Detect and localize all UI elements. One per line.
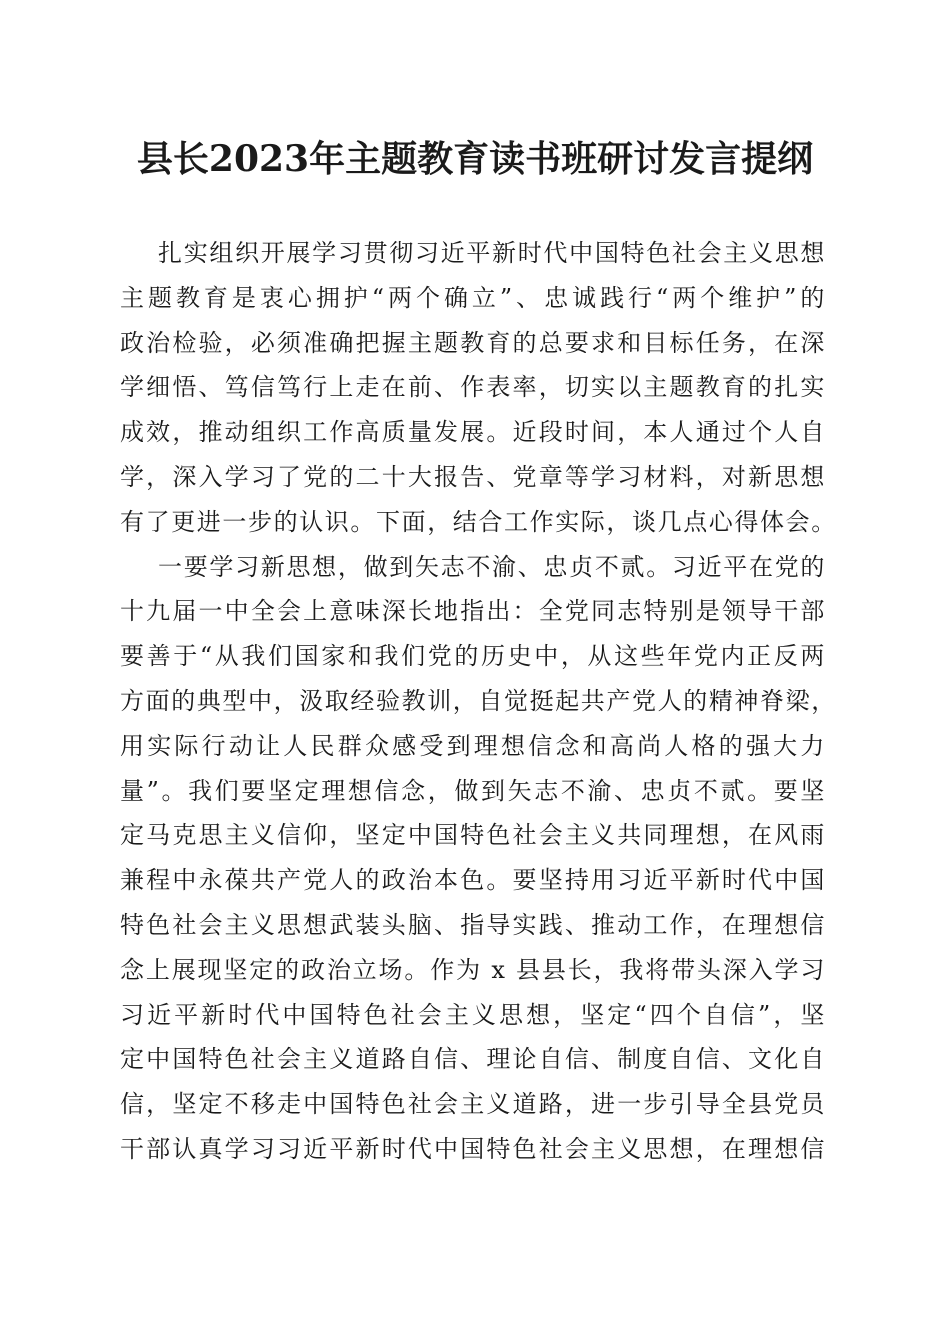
paragraph-2-line-6: 量”。我们要坚定理想信念，做到矢志不渝、忠贞不贰。要坚 [120, 776, 826, 805]
paragraph-2-line-1: 一要学习新思想，做到矢志不渝、忠贞不贰。习近平在党的 [158, 552, 826, 581]
paragraph-2-line-14: 干部认真学习习近平新时代中国特色社会主义思想，在理想信 [120, 1134, 826, 1163]
paragraph-2-line-10: 念上展现坚定的政治立场。作为 x 县县长，我将带头深入学习 [120, 955, 826, 984]
document-body [120, 231, 837, 1172]
paragraph-2-line-11: 习近平新时代中国特色社会主义思想，坚定“四个自信”，坚 [120, 1000, 826, 1029]
paragraph-1-line-4: 学细悟、笃信笃行上走在前、作表率，切实以主题教育的扎实 [120, 373, 826, 402]
paragraph-2-line-8: 兼程中永葆共产党人的政治本色。要坚持用习近平新时代中国 [120, 866, 826, 895]
paragraph-2-line-9: 特色社会主义思想武装头脑、指导实践、推动工作，在理想信 [120, 910, 826, 939]
paragraph-1-line-7: 有了更进一步的认识。下面，结合工作实际，谈几点心得体会。 [120, 507, 837, 536]
paragraph-2-line-7: 定马克思主义信仰，坚定中国特色社会主义共同理想，在风雨 [120, 821, 826, 850]
paragraph-1-line-2: 主题教育是衷心拥护“两个确立”、忠诚践行“两个维护”的 [120, 283, 826, 312]
paragraph-2-line-4: 方面的典型中，汲取经验教训，自觉挺起共产党人的精神脊梁， [120, 686, 837, 715]
paragraph-1-line-6: 学，深入学习了党的二十大报告、党章等学习材料，对新思想 [120, 462, 826, 491]
paragraph-1-line-3: 政治检验，必须准确把握主题教育的总要求和目标任务，在深 [120, 328, 826, 357]
paragraph-2-line-13: 信，坚定不移走中国特色社会主义道路，进一步引导全县党员 [120, 1090, 826, 1119]
paragraph-2-line-12: 定中国特色社会主义道路自信、理论自信、制度自信、文化自 [120, 1045, 826, 1074]
paragraph-1-line-1: 扎实组织开展学习贯彻习近平新时代中国特色社会主义思想 [158, 239, 826, 267]
paragraph-2-line-2: 十九届一中全会上意味深长地指出：全党同志特别是领导干部 [120, 597, 826, 626]
paragraph-1-line-5: 成效，推动组织工作高质量发展。近段时间，本人通过个人自 [120, 418, 826, 447]
document-title: 县长2023年主题教育读书班研讨发言提纲 [136, 138, 814, 180]
paragraph-2-line-5: 用实际行动让人民群众感受到理想信念和高尚人格的强大力 [120, 731, 826, 760]
paragraph-2-line-3: 要善于“从我们国家和我们党的历史中，从这些年党内正反两 [120, 642, 826, 671]
